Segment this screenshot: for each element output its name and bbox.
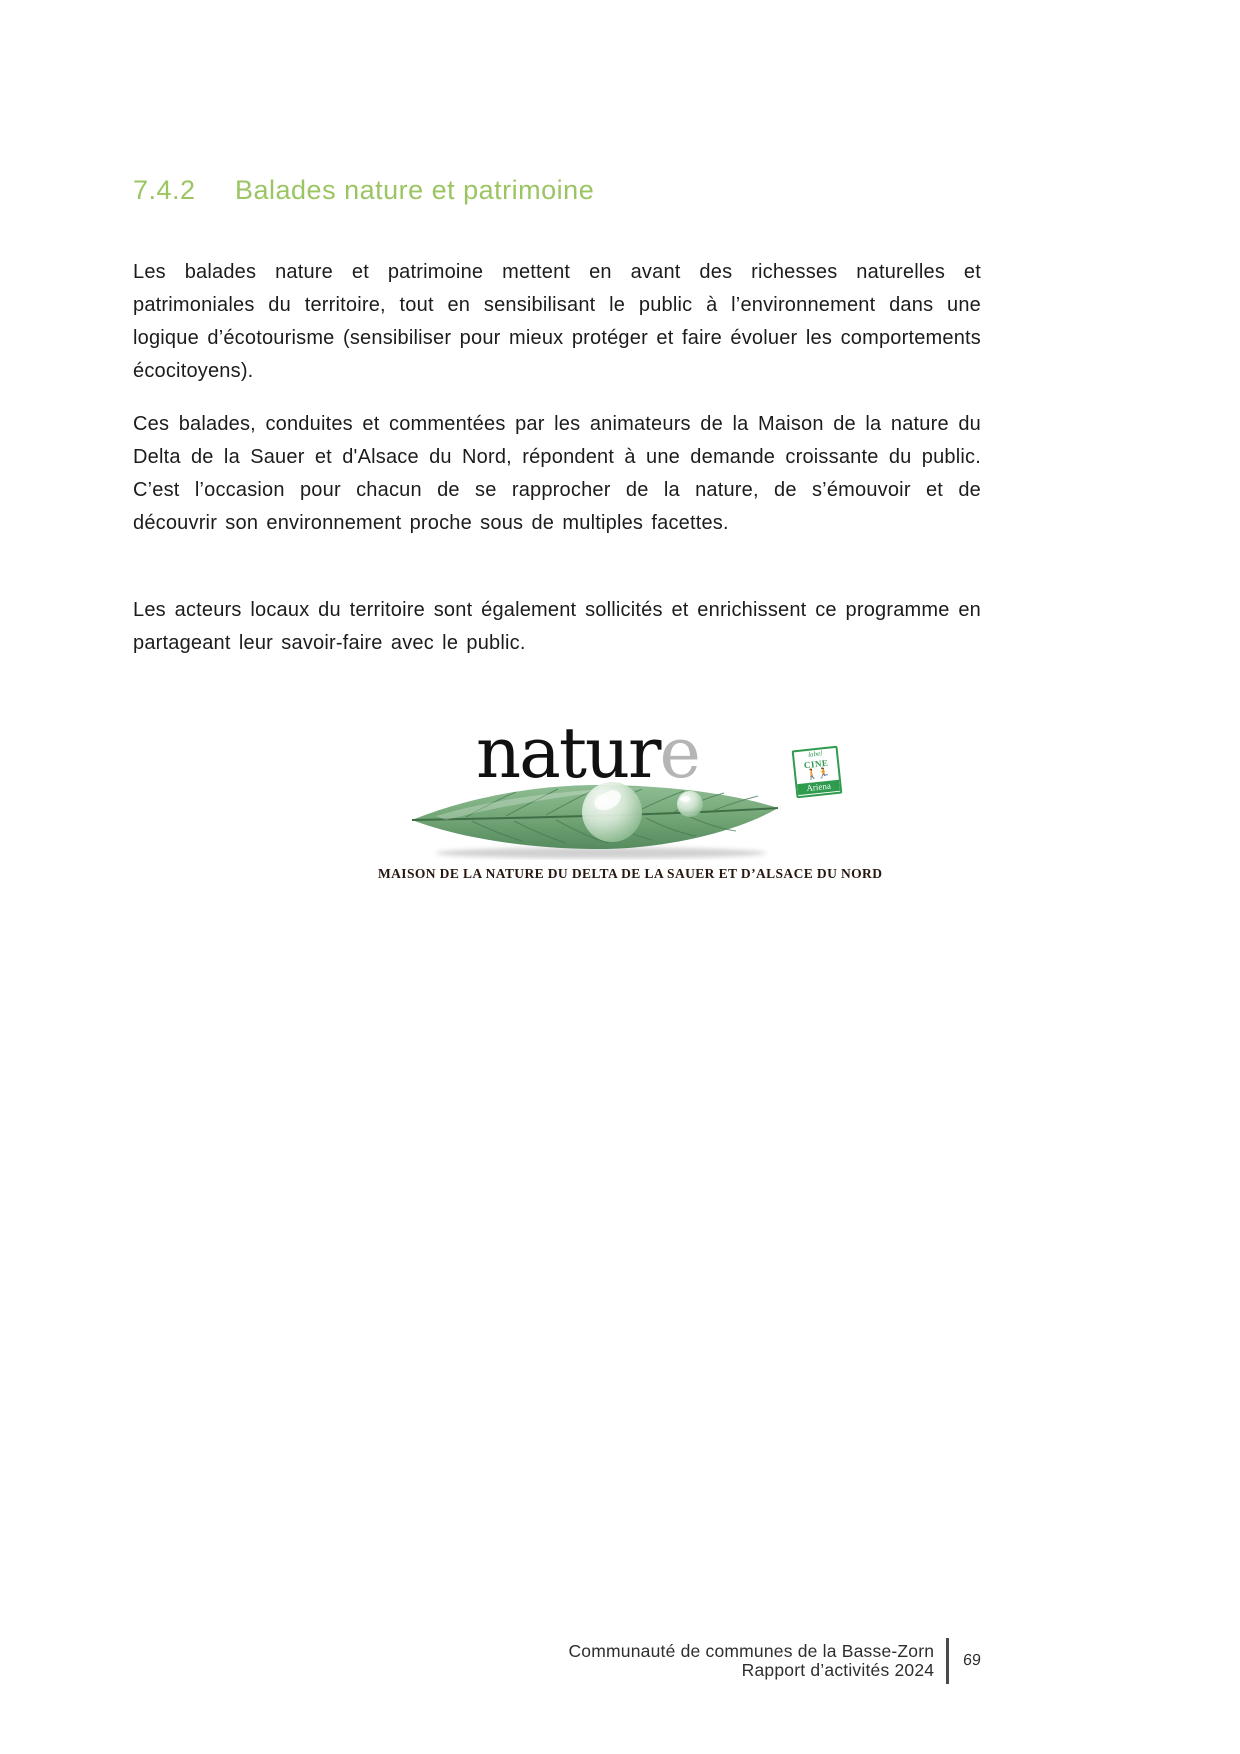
footer-divider xyxy=(946,1638,949,1684)
section-title: Balades nature et patrimoine xyxy=(235,175,595,205)
footer-line-2: Rapport d’activités 2024 xyxy=(741,1660,935,1680)
badge-label-text: label xyxy=(807,749,823,759)
page-number: 69 xyxy=(962,1652,982,1669)
wordmark-black-part: natur xyxy=(476,712,660,794)
maison-nature-logo xyxy=(378,712,883,890)
wordmark-gray-e: e xyxy=(659,712,699,794)
footer-line-1: Communauté de communes de la Basse-Zorn xyxy=(568,1641,935,1661)
badge-cine-text: CINE xyxy=(803,757,829,770)
nature-wordmark xyxy=(476,712,699,794)
section-heading xyxy=(133,175,594,206)
page-footer xyxy=(568,1638,981,1684)
logo-caption: MAISON DE LA NATURE DU DELTA DE LA SAUER ET D’ALSACE DU NORD xyxy=(378,866,883,881)
ariena-label-badge xyxy=(792,746,843,799)
footer-text xyxy=(568,1642,934,1680)
paragraph-1: Les balades nature et patrimoine mettent en avant des richesses naturelles et patrimoniales du territoire, tout en sensibilisant le public à l’environnement dans une logique d’écotourisme (sensibiliser pour mieux protéger et faire évoluer les comportements écocitoyens). xyxy=(133,261,981,382)
badge-figures-icon: 🚶🏃 xyxy=(805,768,830,782)
paragraph-2: Ces balades, conduites et commentées par les animateurs de la Maison de la nature du Delta de la Sauer et d'Alsace du Nord, répondent à une demande croissante du public. C’est l’occasion pour chacun de se rapprocher de la nature, de s’émouvoir et de découvrir son environnement proche sous de multiples facettes. xyxy=(133,413,981,534)
paragraph-3: Les acteurs locaux du territoire sont également sollicités et enrichissent ce programme en partageant leur savoir-faire avec le public. xyxy=(133,599,981,654)
badge-ariena-text: Ariena xyxy=(797,780,840,795)
section-number: 7.4.2 xyxy=(133,175,196,205)
